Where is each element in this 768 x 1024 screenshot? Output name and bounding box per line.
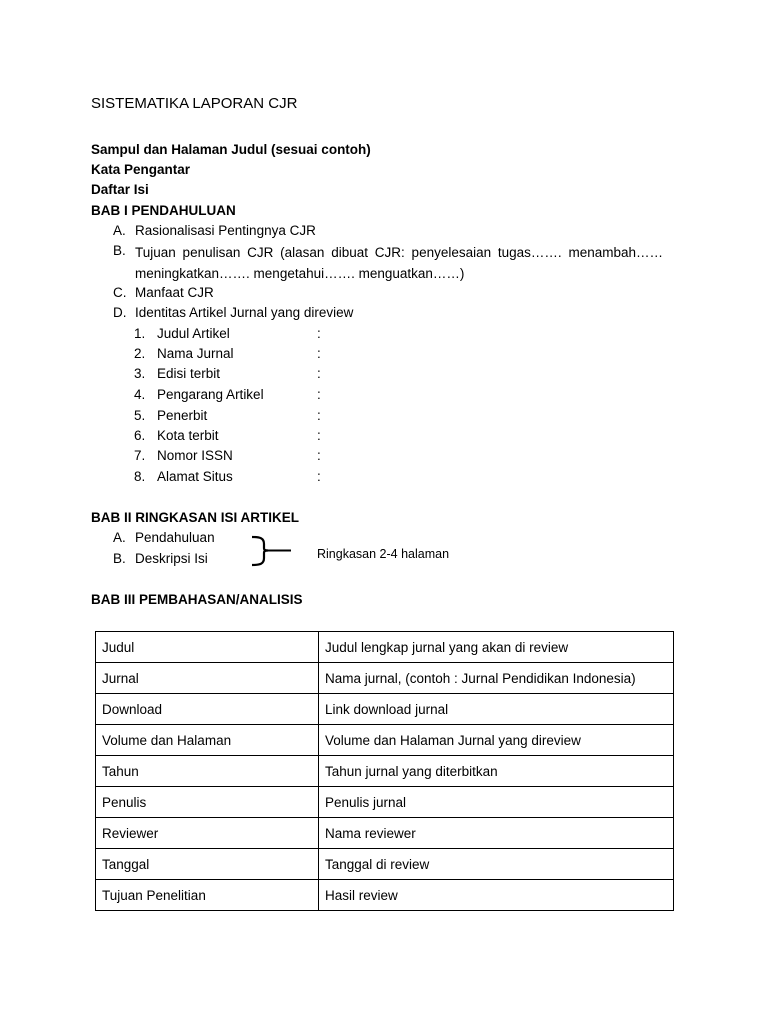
- bab2-heading: BAB II RINGKASAN ISI ARTIKEL: [91, 510, 300, 525]
- table-row: [96, 849, 674, 880]
- front-matter-cover: Sampul dan Halaman Judul (sesuai contoh): [91, 142, 371, 157]
- identity-colon: :: [317, 408, 321, 423]
- identity-item: [134, 448, 321, 463]
- document-title: SISTEMATIKA LAPORAN CJR: [91, 95, 298, 112]
- table-row: [96, 663, 674, 694]
- identity-colon: :: [317, 428, 321, 443]
- table-cell-label: Judul: [96, 632, 319, 663]
- bab2-item-b: [113, 551, 208, 566]
- list-item-text: Pendahuluan: [135, 530, 215, 545]
- number-marker: 6.: [134, 428, 146, 443]
- identity-item: [134, 428, 321, 443]
- number-marker: 4.: [134, 387, 146, 402]
- table-cell-description: Hasil review: [319, 880, 674, 911]
- list-marker: B.: [113, 243, 126, 258]
- table-cell-label: Penulis: [96, 787, 319, 818]
- number-marker: 5.: [134, 408, 146, 423]
- identity-label: Edisi terbit: [157, 366, 221, 381]
- bab2-item-a: [113, 530, 215, 545]
- identity-colon: :: [317, 326, 321, 341]
- identity-item: [134, 469, 321, 484]
- table-cell-description: Tanggal di review: [319, 849, 674, 880]
- identity-colon: :: [317, 346, 321, 361]
- identity-label: Judul Artikel: [157, 326, 230, 341]
- summary-note: Ringkasan 2-4 halaman: [317, 547, 450, 561]
- review-table: [95, 631, 674, 911]
- list-item-text: Manfaat CJR: [135, 285, 214, 300]
- number-marker: 7.: [134, 448, 146, 463]
- identity-colon: :: [317, 448, 321, 463]
- right-brace-icon: [248, 535, 294, 567]
- number-marker: 3.: [134, 366, 146, 381]
- table-cell-description: Nama reviewer: [319, 818, 674, 849]
- identity-label: Pengarang Artikel: [157, 387, 264, 402]
- table-cell-label: Jurnal: [96, 663, 319, 694]
- table-cell-description: Nama jurnal, (contoh : Jurnal Pendidikan Indonesia): [319, 663, 674, 694]
- identity-label: Nama Jurnal: [157, 346, 234, 361]
- table-cell-label: Download: [96, 694, 319, 725]
- list-marker: B.: [113, 551, 126, 566]
- list-item-text: Deskripsi Isi: [135, 551, 208, 566]
- table-cell-description: Judul lengkap jurnal yang akan di review: [319, 632, 674, 663]
- table-cell-label: Volume dan Halaman: [96, 725, 319, 756]
- identity-item: [134, 326, 321, 341]
- table-row: [96, 787, 674, 818]
- table-cell-label: Tanggal: [96, 849, 319, 880]
- number-marker: 1.: [134, 326, 146, 341]
- table-row: [96, 694, 674, 725]
- table-row: [96, 818, 674, 849]
- identity-item: [134, 408, 321, 423]
- bab1-item-c: [113, 285, 214, 300]
- table-cell-description: Volume dan Halaman Jurnal yang direview: [319, 725, 674, 756]
- identity-colon: :: [317, 469, 321, 484]
- bab1-item-b: [113, 243, 663, 284]
- list-marker: A.: [113, 530, 126, 545]
- table-cell-description: Penulis jurnal: [319, 787, 674, 818]
- table-cell-description: Link download jurnal: [319, 694, 674, 725]
- list-marker: A.: [113, 223, 126, 238]
- list-item-text: Identitas Artikel Jurnal yang direview: [135, 305, 354, 320]
- front-matter-toc: Daftar Isi: [91, 182, 149, 197]
- list-item-text: Tujuan penulisan CJR (alasan dibuat CJR: penyelesaian tugas……. menambah…… meningkatkan……. mengetahui……. menguatkan……): [135, 245, 663, 281]
- identity-label: Kota terbit: [157, 428, 219, 443]
- list-marker: D.: [113, 305, 127, 320]
- identity-colon: :: [317, 366, 321, 381]
- table-row: [96, 725, 674, 756]
- table-row: [96, 880, 674, 911]
- table-cell-label: Reviewer: [96, 818, 319, 849]
- identity-label: Penerbit: [157, 408, 208, 423]
- number-marker: 2.: [134, 346, 146, 361]
- identity-item: [134, 346, 321, 361]
- table-cell-label: Tujuan Penelitian: [96, 880, 319, 911]
- bab1-item-a: [113, 223, 316, 238]
- table-row: [96, 632, 674, 663]
- list-marker: C.: [113, 285, 127, 300]
- bab1-item-d: [113, 305, 353, 320]
- front-matter-preface: Kata Pengantar: [91, 162, 191, 177]
- identity-label: Nomor ISSN: [157, 448, 233, 463]
- identity-item: [134, 366, 321, 381]
- identity-item: [134, 387, 321, 402]
- table-cell-label: Tahun: [96, 756, 319, 787]
- table-cell-description: Tahun jurnal yang diterbitkan: [319, 756, 674, 787]
- number-marker: 8.: [134, 469, 146, 484]
- identity-colon: :: [317, 387, 321, 402]
- bab1-heading: BAB I PENDAHULUAN: [91, 203, 236, 218]
- identity-label: Alamat Situs: [157, 469, 233, 484]
- table-row: [96, 756, 674, 787]
- bab3-heading: BAB III PEMBAHASAN/ANALISIS: [91, 592, 303, 607]
- list-item-text: Rasionalisasi Pentingnya CJR: [135, 223, 316, 238]
